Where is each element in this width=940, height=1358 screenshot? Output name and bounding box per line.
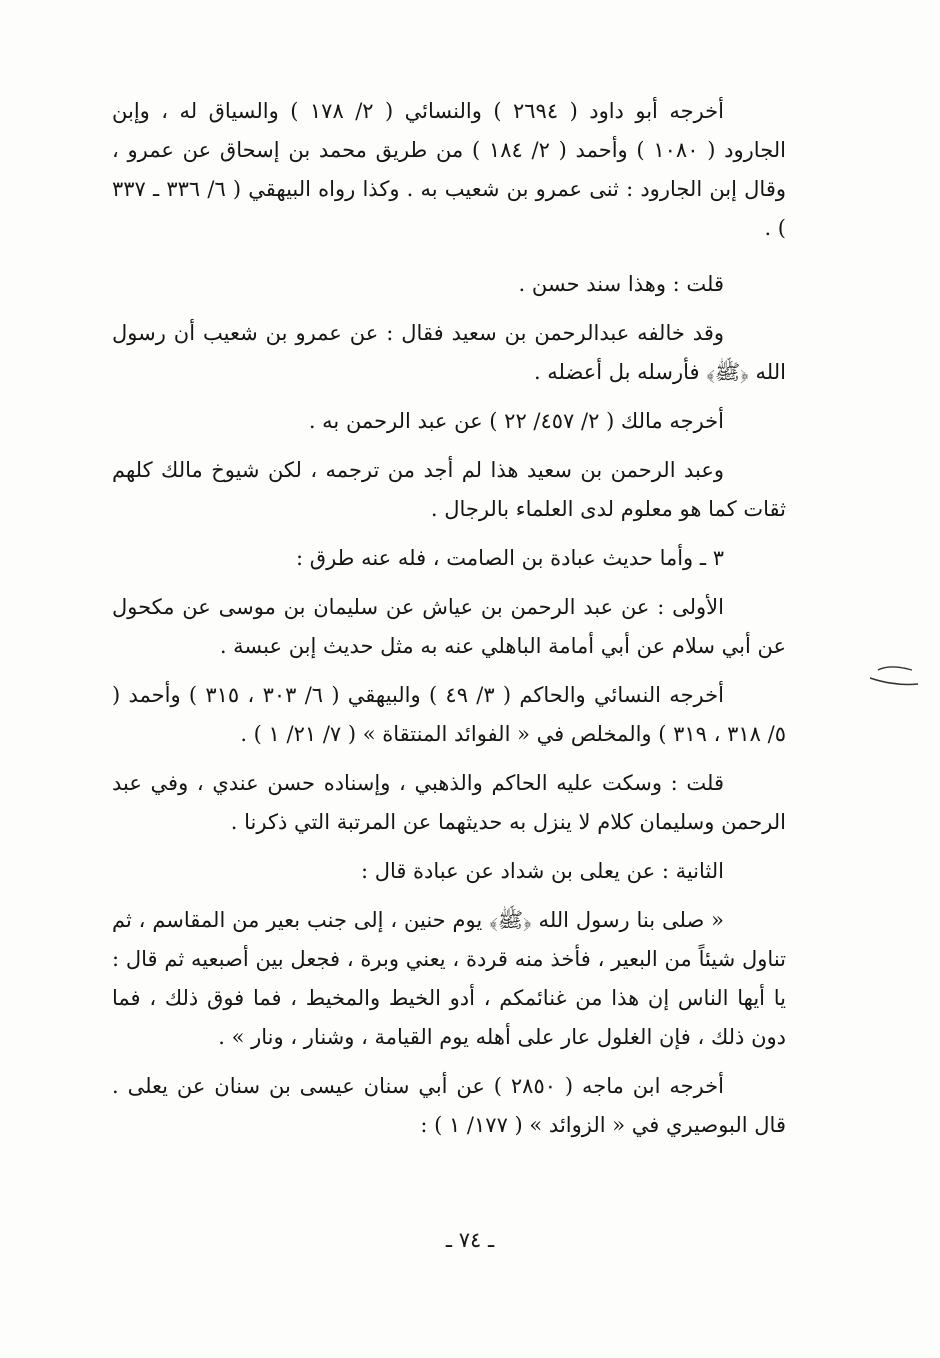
paragraph-hadith-ubada-heading: ٣ ـ وأما حديث عبادة بن الصامت ، فله عنه طرق : — [296, 546, 724, 570]
paragraph-abdulrahman-khalafahu: وقد خالفه عبدالرحمن بن سعيد فقال : عن عمرو بن شعيب أن رسول الله ﴿ﷺ﴾ فأرسله بل أعضله . — [112, 321, 786, 384]
paragraph-takhrij-abu-dawud: أخرجه أبو داود ( ٢٦٩٤ ) والنسائي ( ٢/ ١٧٨ ) والسياق له ، وإبن الجارود ( ١٠٨٠ ) وأحمد ( ٢/ ١٨٤ ) من طريق محمد بن إسحاق عن عمرو ، وقال إبن الجارود : ثنى عمرو بن شعيب به . وكذا رواه البيهقي ( ٦/ ٣٣٦ ـ ٣٣٧ ) . — [112, 99, 786, 240]
paragraph-al-thaniya: الثانية : عن يعلى بن شداد عن عبادة قال : — [360, 859, 724, 883]
paragraph-sanad-hasan: قلت : وهذا سند حسن . — [518, 272, 724, 296]
paragraph-shuyukh-malik: وعبد الرحمن بن سعيد هذا لم أجد من ترجمه ، لكن شيوخ مالك كلهم ثقات كما هو معلوم لدى العلماء بالرجال . — [112, 458, 786, 521]
page-number: ـ ٧٤ ـ — [445, 1228, 495, 1252]
body-text — [112, 92, 786, 1155]
paragraph-hadith-text: « صلى بنا رسول الله ﴿ﷺ﴾ يوم حنين ، إلى جنب بعير من المقاسم ، ثم تناول شيئاً من البعير ، فأخذ منه قردة ، يعني وبرة ، فجعل بين أصبعيه ثم قال : يا أيها الناس إن هذا من غنائمكم ، أدو الخيط والمخيط ، فما فوق ذلك ، فما دون ذلك ، فإن الغلول عار على أهله يوم القيامة ، وشنار ، ونار » . — [112, 908, 786, 1049]
margin-pen-mark-icon — [868, 660, 922, 690]
paragraph-takhrij-nasai-hakim: أخرجه النسائي والحاكم ( ٣/ ٤٩ ) والبيهقي ( ٦/ ٣٠٣ ، ٣١٥ ) وأحمد ( ٥/ ٣١٨ ، ٣١٩ ) والمخلص في « الفوائد المنتقاة » ( ٧/ ٢١/ ١ ) . — [112, 683, 786, 746]
paragraph-sakata-alayhi: قلت : وسكت عليه الحاكم والذهبي ، وإسناده حسن عندي ، وفي عبد الرحمن وسليمان كلام لا ينزل به حديثهما عن المرتبة التي ذكرنا . — [112, 771, 786, 834]
paragraph-takhrij-ibn-majah: أخرجه ابن ماجه ( ٢٨٥٠ ) عن أبي سنان عيسى بن سنان عن يعلى . قال البوصيري في « الزوائد » ( ١٧٧/ ١ ) : — [112, 1074, 786, 1137]
paragraph-takhrij-malik: أخرجه مالك ( ٢/ ٤٥٧/ ٢٢ ) عن عبد الرحمن به . — [308, 409, 724, 433]
paragraph-al-ula: الأولى : عن عبد الرحمن بن عياش عن سليمان بن موسى عن مكحول عن أبي سلام عن أبي أمامة الباهلي عنه به مثل حديث إبن عبسة . — [112, 595, 786, 658]
